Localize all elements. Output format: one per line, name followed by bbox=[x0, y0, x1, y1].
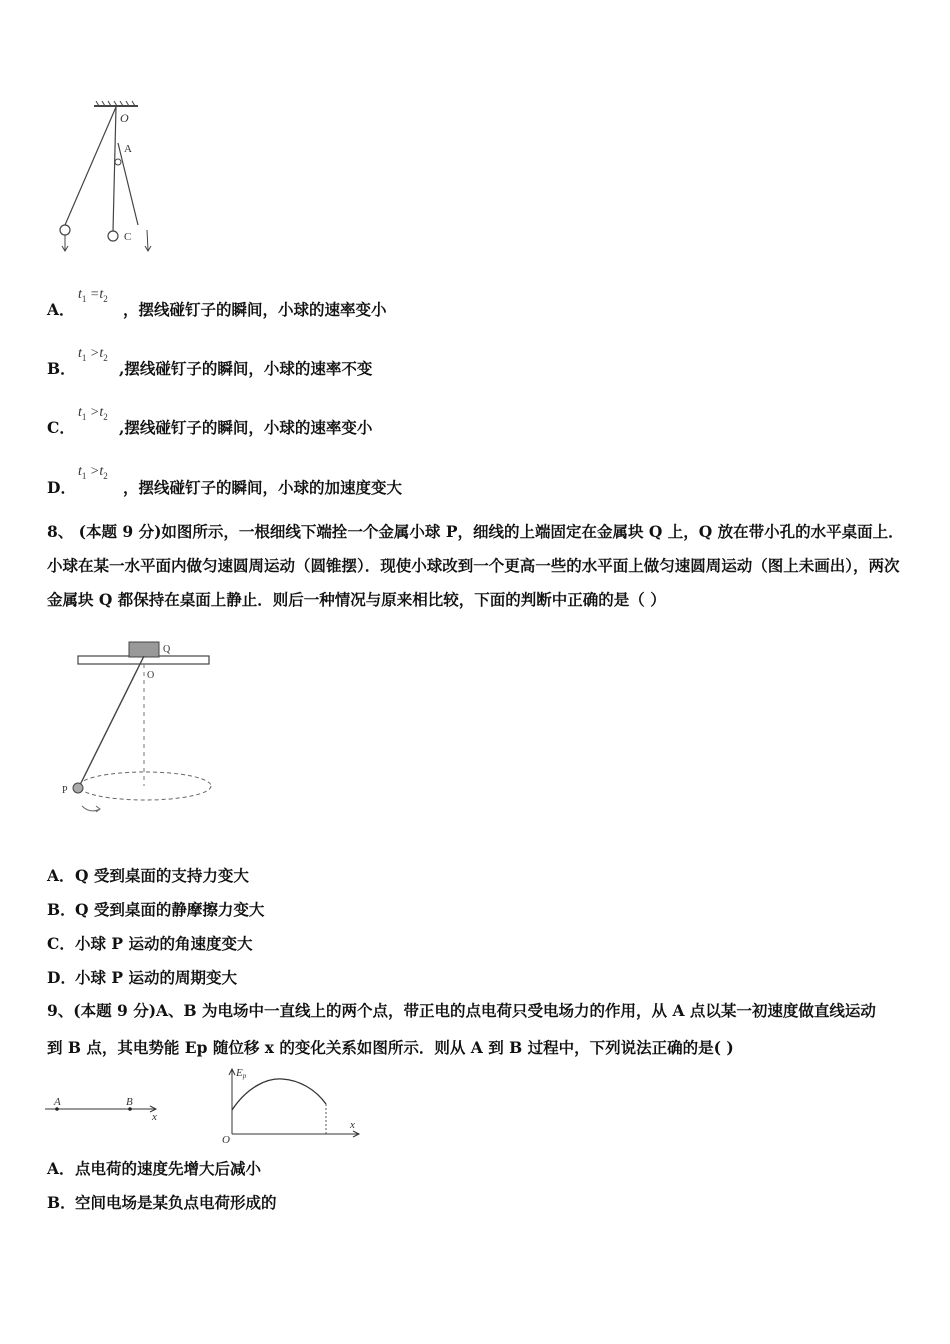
option-text: ,摆线碰钉子的瞬间，小球的速率不变 bbox=[119, 359, 373, 378]
option-label: A． bbox=[47, 866, 75, 885]
option-label: B． bbox=[47, 359, 76, 378]
q9-option-b bbox=[47, 1191, 277, 1213]
option-text: 空间电场是某负点电荷形成的 bbox=[75, 1193, 277, 1212]
ep-x-graph bbox=[218, 1064, 364, 1146]
option-text: Q 受到桌面的静摩擦力变大 bbox=[75, 900, 265, 919]
label-ep: Ep bbox=[236, 1067, 247, 1080]
math-expression: $t_1 >t_2$ bbox=[78, 464, 108, 481]
option-text: ,摆线碰钉子的瞬间，小球的速率变小 bbox=[119, 418, 373, 437]
pendulum-figure bbox=[50, 98, 170, 260]
q8-option-d bbox=[47, 966, 237, 988]
q9-stem-line2: 到 B 点，其电势能 Ep 随位移 x 的变化关系如图所示．则从 A 到 B 过程中，下列说法正确的是( ) bbox=[47, 1038, 734, 1057]
label-o: O bbox=[147, 670, 155, 681]
label-x: x bbox=[152, 1111, 157, 1123]
option-label: A． bbox=[47, 1159, 75, 1178]
option-label: A． bbox=[47, 300, 75, 319]
option-label: D． bbox=[47, 478, 76, 497]
label-c: C bbox=[124, 231, 132, 243]
option-label: B． bbox=[47, 1193, 76, 1212]
option-text: ，摆线碰钉子的瞬间，小球的加速度变大 bbox=[123, 478, 403, 497]
math-expression: $t_1 >t_2$ bbox=[78, 405, 108, 422]
label-p: P bbox=[62, 785, 68, 796]
label-o: O bbox=[120, 111, 129, 125]
option-label: C． bbox=[47, 418, 75, 437]
option-text: Q 受到桌面的支持力变大 bbox=[75, 866, 249, 885]
q8-option-c bbox=[47, 932, 252, 954]
label-x: x bbox=[350, 1119, 355, 1131]
label-q: Q bbox=[163, 644, 171, 655]
option-label: C． bbox=[47, 934, 75, 953]
q9-stem-line1: 9、(本题 9 分)A、B 为电场中一直线上的两个点，带正电的点电荷只受电场力的作用，从 A 点以某一初速度做直线运动 bbox=[47, 1001, 876, 1020]
label-a: A bbox=[124, 143, 132, 155]
math-expression: $t_1 >t_2$ bbox=[78, 346, 108, 363]
q8-stem: 8、 (本题 9 分)如图所示，一根细线下端拴一个金属小球 P，细线的上端固定在金属块 Q 上，Q 放在带小孔的水平桌面上．小球在某一水平面内做匀速圆周运动（圆锥摆）．现使小球改到一个更高一些的水平面上做匀速圆周运动（图上未画出），两次金属块 Q 都保持在桌面上静止．则后一种情况与原来相比较，下面的判断中正确的是（ ） bbox=[47, 522, 904, 609]
q9-option-a bbox=[47, 1157, 261, 1179]
option-text: 点电荷的速度先增大后减小 bbox=[75, 1159, 262, 1178]
q8-option-a bbox=[47, 864, 249, 886]
option-label: D． bbox=[47, 968, 76, 987]
option-text: 小球 P 运动的角速度变大 bbox=[75, 934, 253, 953]
conical-pendulum-figure bbox=[62, 636, 220, 822]
q8-option-b bbox=[47, 898, 264, 920]
label-b: B bbox=[126, 1096, 133, 1108]
option-text: 小球 P 运动的周期变大 bbox=[75, 968, 237, 987]
label-a: A bbox=[54, 1096, 61, 1108]
label-o: O bbox=[222, 1134, 230, 1146]
option-text: ，摆线碰钉子的瞬间，小球的速率变小 bbox=[123, 300, 387, 319]
ab-line-figure bbox=[40, 1094, 170, 1124]
math-expression: $t_1 =t_2$ bbox=[78, 287, 108, 304]
option-label: B． bbox=[47, 900, 76, 919]
